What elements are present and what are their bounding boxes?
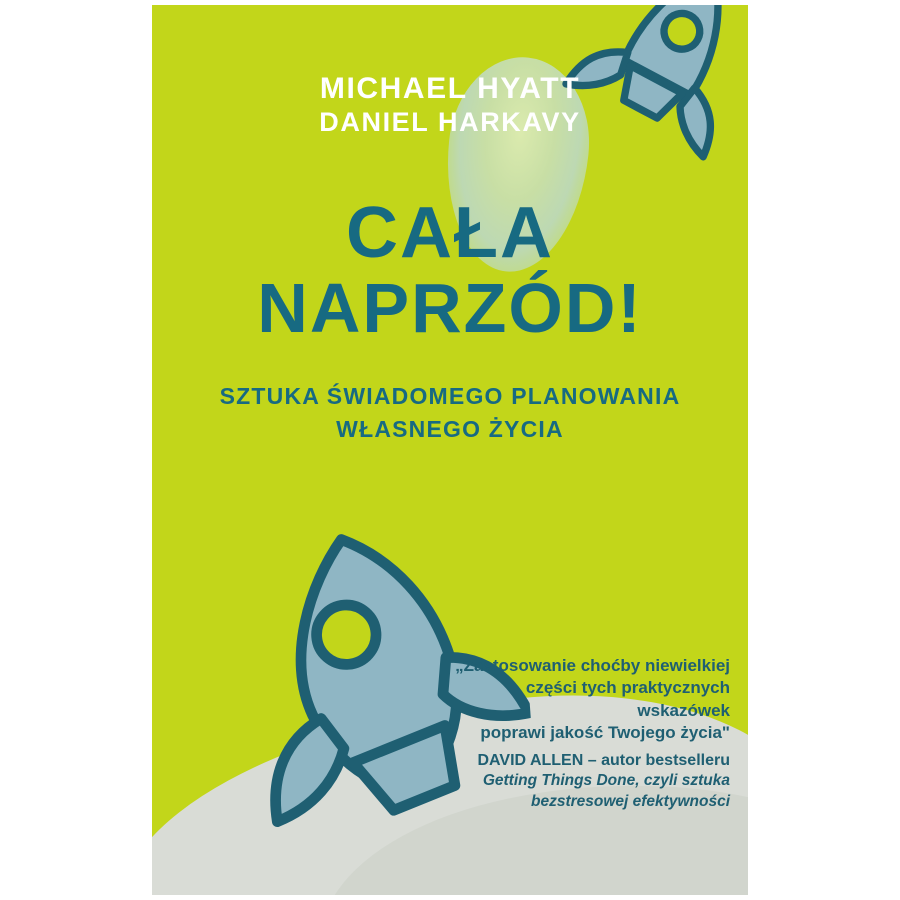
blurb-line-2: części tych praktycznych wskazówek <box>525 678 730 720</box>
subtitle-line-1: SZTUKA ŚWIADOMEGO PLANOWANIA <box>219 383 681 409</box>
author-names <box>152 73 748 138</box>
blurb-line-1: „Zastosowanie choćby niewielkiej <box>455 656 730 675</box>
blurb-line-3: poprawi jakość Twojego życia" <box>480 723 730 743</box>
author-name-primary: MICHAEL HYATT <box>319 72 581 105</box>
author-name-secondary: DANIEL HARKAVY <box>319 107 581 138</box>
book-cover <box>152 5 748 895</box>
endorser-work-line-1: Getting Things Done, czyli sztuka <box>482 772 730 790</box>
book-subtitle <box>152 380 748 447</box>
endorser-work-line-2: bezstresowej efektywności <box>531 793 730 811</box>
title-line-1: CAŁA <box>346 193 554 273</box>
book-title <box>152 195 748 346</box>
title-line-2: NAPRZÓD! <box>257 269 643 348</box>
subtitle-line-2: WŁASNEGO ŻYCIA <box>336 416 564 443</box>
endorser-name: DAVID ALLEN – autor bestselleru <box>477 751 730 769</box>
endorsement-blurb <box>430 655 730 813</box>
